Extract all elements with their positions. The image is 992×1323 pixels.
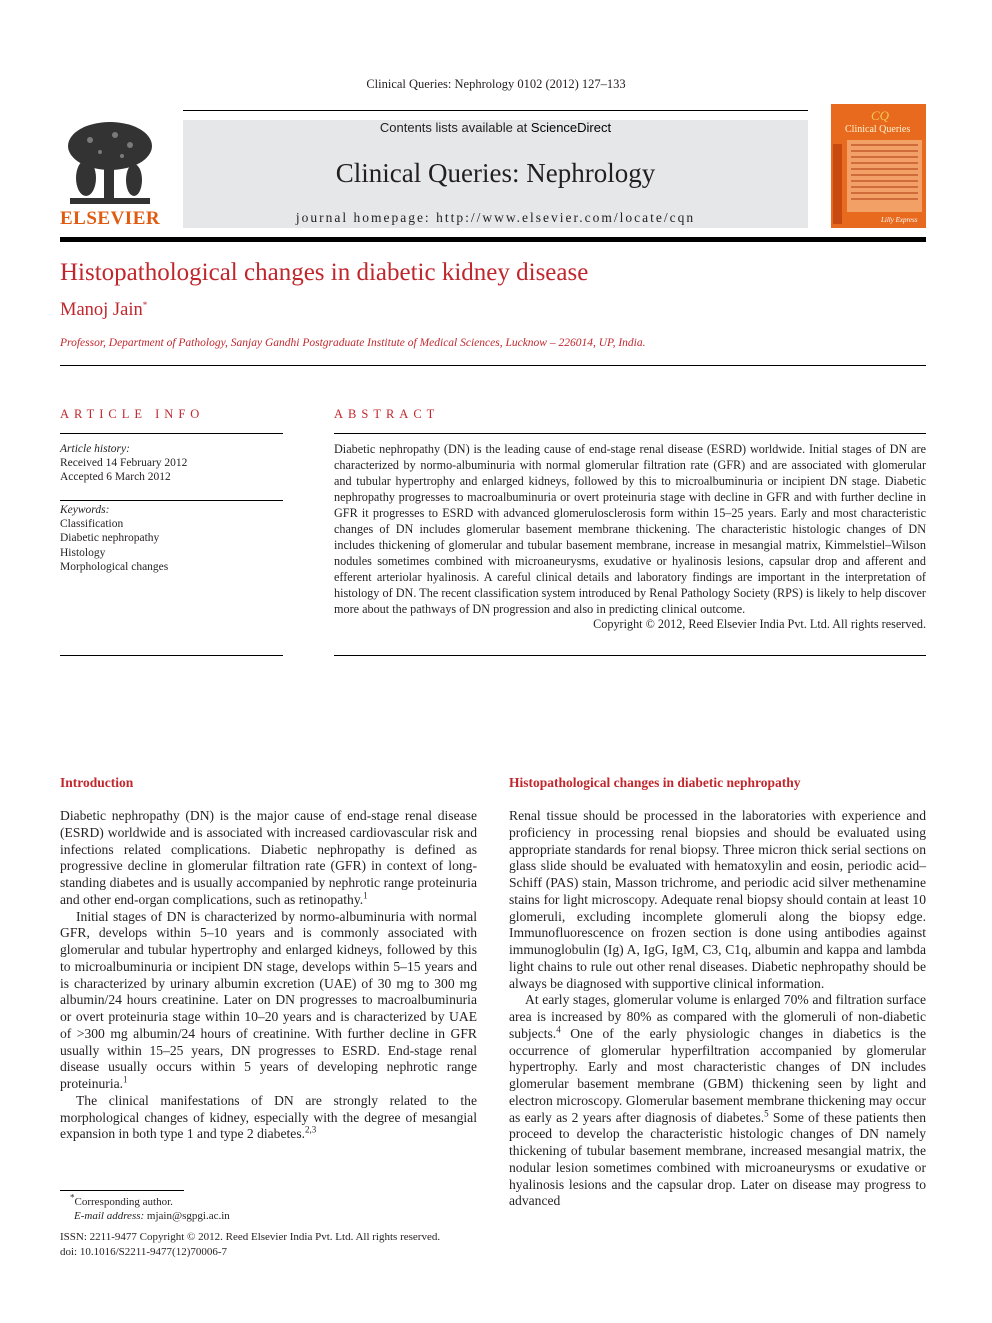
intro-paragraph: Initial stages of DN is characterized by normo-albuminuria with normal GFR, develops within 5–10 years and is commonly associated with glomerular and tubular hypertrophy and enlarged kidneys, followed by this to microalbuminuria or incipient DN stage, develops within 5–15 years and is characterized by urinary albumin excretion (UAE) of 30 mg to 300 mg albumin/24 hours creatinine. Later on DN progresses to macroalbuminuria or overt proteinuria stage within 10–20 years and is characterized by UAE of >300 mg albumin/24 hours of creatinine. With further decline in GFR usually within 15–25 years, DN progresses to ESRD. End-stage renal disease usually occurs within 5 years of developing nephrotic range proteinuria.$^1$ (60, 908, 477, 1091)
reference-link[interactable]: 5 (764, 1107, 769, 1118)
abstract-rule (334, 433, 926, 434)
header-rule (183, 110, 808, 111)
histo-paragraph: At early stages, glomerular volume is enlarged 70% and filtration surface area is increased by 80% as compared with the glomeruli of non-diabetic subjects.$^4$ One of the early physiologic changes in diabetics is the occurrence of glomerular hyperfiltration accompanied by glomerular hypertrophy. Early and most characteristic changes of DN includes glomerular basement membrane (GBM) thickening seen by light and electron microscopy. Glomerular basement membrane thickening may occur as early as 2 years after diagnosis of diabetes.$^5$ Some of these patients then proceed to develop the characteristic histologic changes of DN namely thickening of tubular basement membrane, increased mesangial matrix, the nodular lesion sometimes combined with microaneurysms or exudative or hyalinosis lesions and the capsular drop. Later on disease may progress to advanced (509, 992, 926, 1209)
journal-cover-thumbnail (831, 104, 926, 228)
abstract-heading: ABSTRACT (334, 407, 440, 421)
corresponding-author-note: *Corresponding author. (70, 1192, 173, 1208)
cover-logo: CQ (871, 108, 890, 123)
title-rule (60, 365, 926, 366)
footnote-rule (60, 1190, 184, 1191)
author-text: Manoj Jain (60, 300, 143, 320)
keyword: Histology (60, 546, 106, 559)
keyword: Classification (60, 518, 124, 531)
cover-footer: Lilly Express (881, 216, 918, 224)
contents-line (183, 120, 808, 135)
contents-prefix: Contents lists available at (379, 120, 531, 135)
reference-link[interactable]: 1 (123, 1074, 128, 1085)
article-info-rule (60, 433, 283, 434)
reference-link[interactable]: 4 (556, 1024, 561, 1035)
sciencedirect-link[interactable]: ScienceDirect (530, 120, 612, 135)
article-info-bottom-rule (60, 655, 283, 656)
doi-line[interactable]: doi: 10.1016/S2211-9477(12)70006-7 (60, 1245, 228, 1258)
journal-citation: Clinical Queries: Nephrology 0102 (2012) 127–133 (366, 77, 626, 91)
cover-contents (847, 140, 922, 212)
article-history (60, 442, 283, 485)
abstract-text: Diabetic nephropathy (DN) is the leading cause of end-stage renal disease (ESRD) worldwide. Initial stages of DN are characterized by normo-albuminuria with normal glomerular filtration rate (GFR) and are associated with glomerular and tubular hypertrophy and enlarged kidneys, followed by this to microalbuminuria or incipient DN stage. Diabetic nephropathy progresses to macroalbuminuria or overt proteinuria stage with decline in GFR and with further decline in GFR it progresses to ESRD with advanced glomerulosclerosis form within 15–25 years. Early and most characteristic changes of DN includes glomerular basement membrane thickening. The characteristic histologic changes of DN includes thickening of glomerular and tubular basement membrane, increase in mesangial matrix, Kimmelstiel–Wilson nodules sometimes combined with microaneurysms, exudative or hyalinosis lesions, capsular drop and afferent and efferent arteriolar hyalinosis. A careful clinical details and laboratory findings are important in the interpretation of histology of DN. The recent classification system introduced by Renal Pathology Society (RPS) is likely to help discover more about the pathways of DN progression and also in predicting clinical outcome. (334, 442, 926, 616)
email-link[interactable]: mjain@sgpgi.ac.in (146, 1210, 230, 1222)
history-label: Article history: (60, 443, 130, 455)
journal-name: Clinical Queries: Nephrology (335, 158, 656, 188)
author-mark[interactable]: * (142, 299, 148, 310)
accepted-date: Accepted 6 March 2012 (60, 471, 171, 484)
cover-title: Clinical Queries (845, 124, 911, 135)
keyword: Diabetic nephropathy (60, 532, 160, 545)
abstract-copyright: Copyright © 2012, Reed Elsevier India Pvt. Ltd. All rights reserved. (593, 617, 926, 632)
introduction-heading: Introduction (60, 775, 134, 790)
author-affiliation: Professor, Department of Pathology, Sanjay Gandhi Postgraduate Institute of Medical Sciences, Lucknow – 226014, UP, India. (60, 337, 646, 349)
histo-paragraph: Renal tissue should be processed in the laboratories with experience and proficiency in processing renal biopsies and should be evaluated using appropriate standards for renal biopsy. Three micron thick serial sections on glass slide should be evaluated with hematoxylin and eosin, periodic acid–Schiff (PAS) stain, Masson trichrome, and periodic acid silver methenamine stains for light microscopy. Adequate renal biopsy should contain at least 10 glomeruli, excluding incomplete glomeruli along the biopsy edge. Immunofluorescence on frozen section is done using antibodies against immunoglobulin (Ig) A, IgG, IgM, C3, C1q, albumin and kappa and lambda light chains to rule out other renal diseases. Diabetic nephropathy should be always be diagnosed with supportive clinical information. (509, 808, 926, 991)
journal-homepage (183, 210, 808, 226)
keywords (60, 503, 283, 574)
keywords-label: Keywords: (60, 504, 110, 516)
histopathology-heading: Histopathological changes in diabetic nephropathy (509, 775, 801, 790)
header-thick-rule (60, 237, 926, 242)
homepage-url[interactable]: http://www.elsevier.com/locate/cqn (436, 210, 696, 225)
issn-doi (60, 1230, 500, 1259)
intro-paragraph: The clinical manifestations of DN are strongly related to the morphological changes of kidney, especially with the degree of mesangial expansion in both type 1 and type 2 diabetes.$^{2,3}$ (60, 1092, 477, 1142)
footnote (60, 1192, 480, 1223)
reference-link[interactable]: 1 (363, 890, 368, 901)
email-note: E-mail address: mjain@sgpgi.ac.in (74, 1210, 230, 1222)
abstract-body (334, 442, 926, 633)
elsevier-wordmark: ELSEVIER (60, 208, 161, 229)
keyword: Morphological changes (60, 560, 169, 573)
histopathology-body (509, 808, 926, 1210)
article-info-heading: ARTICLE INFO (60, 407, 205, 421)
issn-line: ISSN: 2211-9477 Copyright © 2012. Reed Elsevier India Pvt. Ltd. All rights reserved. (60, 1231, 441, 1243)
intro-paragraph: Diabetic nephropathy (DN) is the major cause of end-stage renal disease (ESRD) worldwide and is associated with increased cardiovascular risk and infections related complications. Diabetic nephropathy is defined as progressive decline in glomerular filtration rate (GFR) in context of long-standing diabetes and is usually accompanied by nephrotic range proteinuria and other end-organ complications, such as retinopathy.$^1$ (60, 808, 477, 907)
cover-side-band (833, 144, 842, 224)
reference-link[interactable]: 2,3 (305, 1124, 317, 1135)
author-name (60, 300, 147, 321)
keywords-rule (60, 500, 283, 501)
article-title: Histopathological changes in diabetic kidney disease (60, 259, 589, 286)
homepage-label: journal homepage: (295, 210, 437, 225)
introduction-body (60, 808, 477, 1143)
abstract-bottom-rule (334, 655, 926, 656)
received-date: Received 14 February 2012 (60, 457, 188, 470)
